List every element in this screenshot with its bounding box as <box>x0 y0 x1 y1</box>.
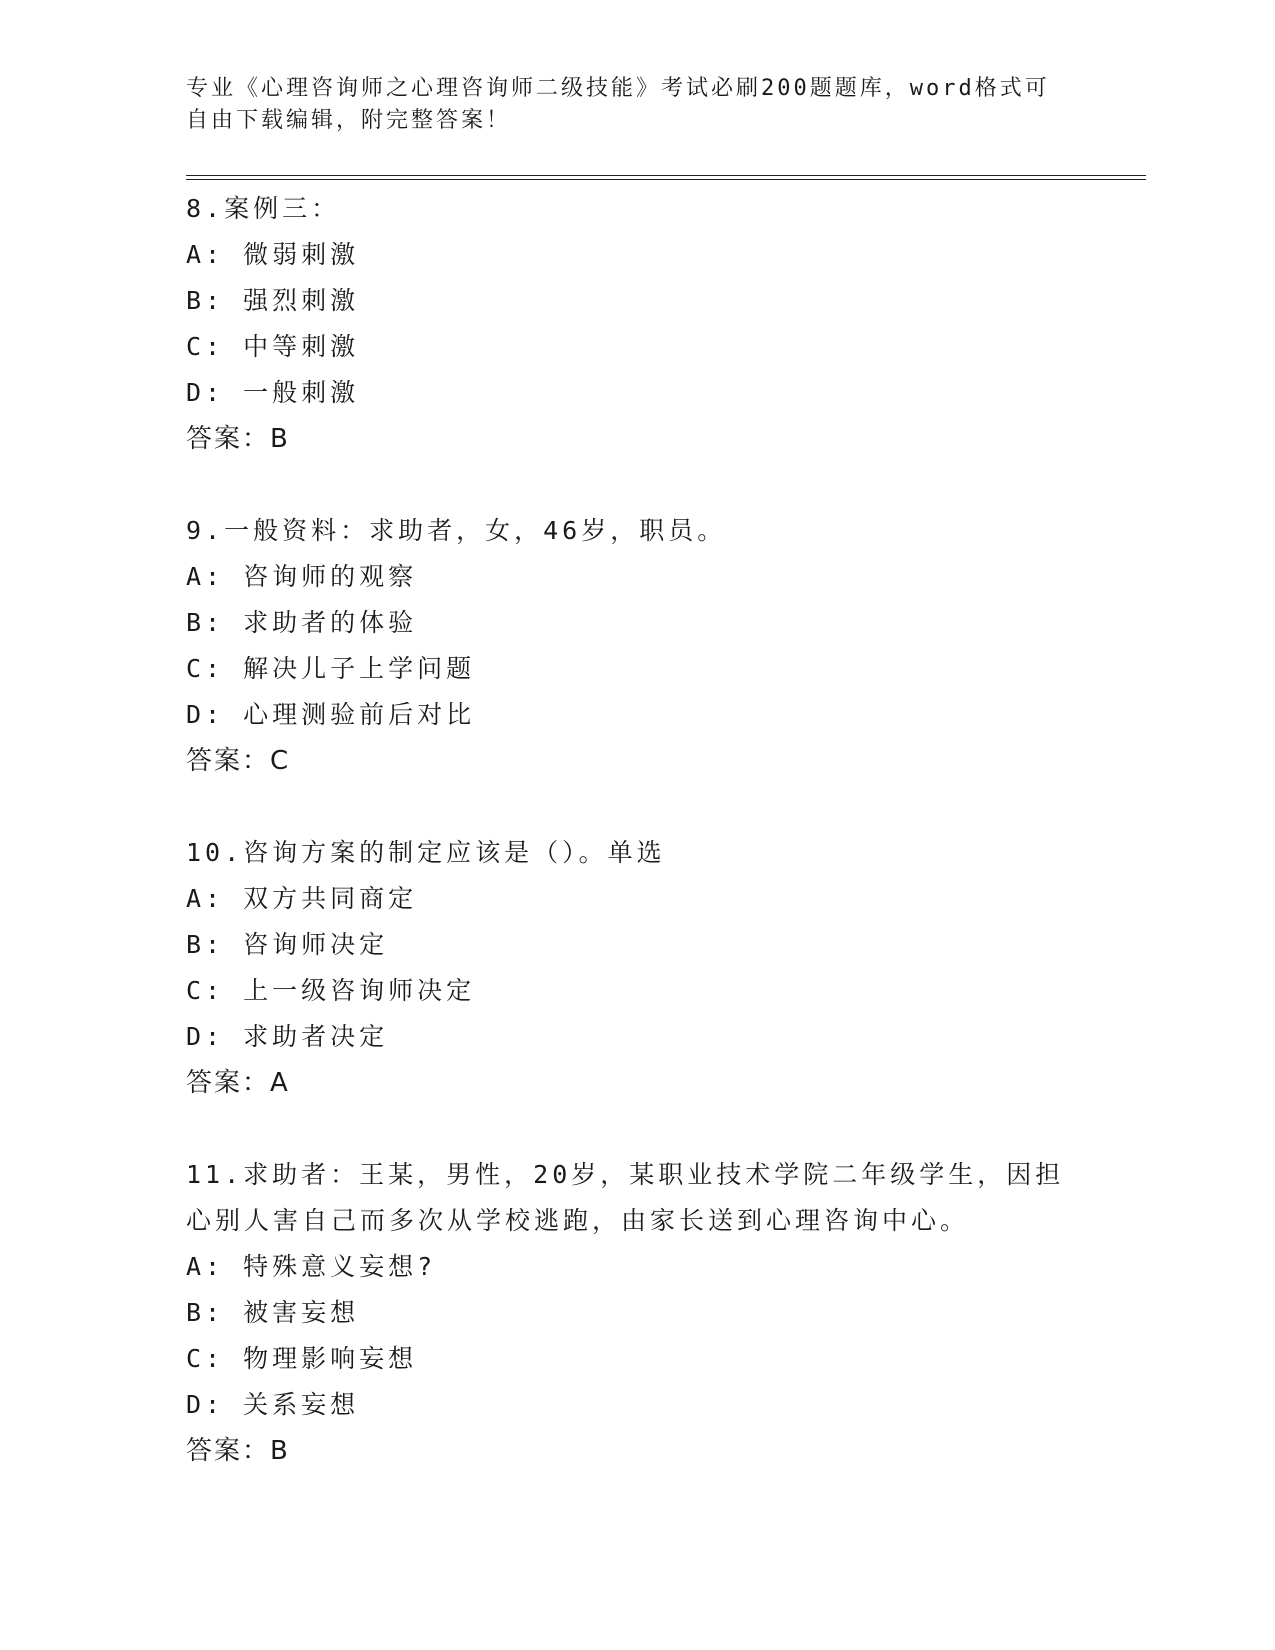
answer-text: 答案：C <box>186 746 291 776</box>
option-b: B: 强烈刺激 <box>186 286 360 315</box>
option-b: B: 求助者的体验 <box>186 608 418 637</box>
option-d: D: 求助者决定 <box>186 1022 389 1051</box>
option-c: C: 中等刺激 <box>186 332 360 361</box>
answer-text: 答案：B <box>186 424 290 454</box>
document-header: 专业《心理咨询师之心理咨询师二级技能》考试必刷200题题库，word格式可自由下载编辑，附完整答案！ <box>186 76 1050 133</box>
question-list <box>186 186 1086 1520</box>
option-b: B: 咨询师决定 <box>186 930 389 959</box>
question-title: 10.咨询方案的制定应该是（）。单选 <box>186 838 666 867</box>
option-c: C: 解决儿子上学问题 <box>186 654 476 683</box>
question-item <box>186 1152 1086 1474</box>
option-d: D: 关系妄想 <box>186 1390 360 1419</box>
option-b: B: 被害妄想 <box>186 1298 360 1327</box>
question-title: 9.一般资料：求助者，女，46岁，职员。 <box>186 516 727 545</box>
option-c: C: 物理影响妄想 <box>186 1344 418 1373</box>
question-item <box>186 830 1086 1106</box>
answer-text: 答案：B <box>186 1436 290 1466</box>
option-a: A: 咨询师的观察 <box>186 562 418 591</box>
question-title: 8.案例三： <box>186 194 341 223</box>
option-c: C: 上一级咨询师决定 <box>186 976 476 1005</box>
option-d: D: 心理测验前后对比 <box>186 700 476 729</box>
option-a: A: 微弱刺激 <box>186 240 360 269</box>
question-title: 11.求助者：王某，男性，20岁，某职业技术学院二年级学生，因担心别人害自己而多次从学校逃跑，由家长送到心理咨询中心。 <box>186 1160 1065 1235</box>
answer-text: 答案：A <box>186 1068 290 1098</box>
question-item <box>186 186 1086 462</box>
header-divider <box>186 175 1146 180</box>
question-item <box>186 508 1086 784</box>
option-d: D: 一般刺激 <box>186 378 360 407</box>
option-a: A: 双方共同商定 <box>186 884 418 913</box>
option-a: A: 特殊意义妄想? <box>186 1252 437 1281</box>
